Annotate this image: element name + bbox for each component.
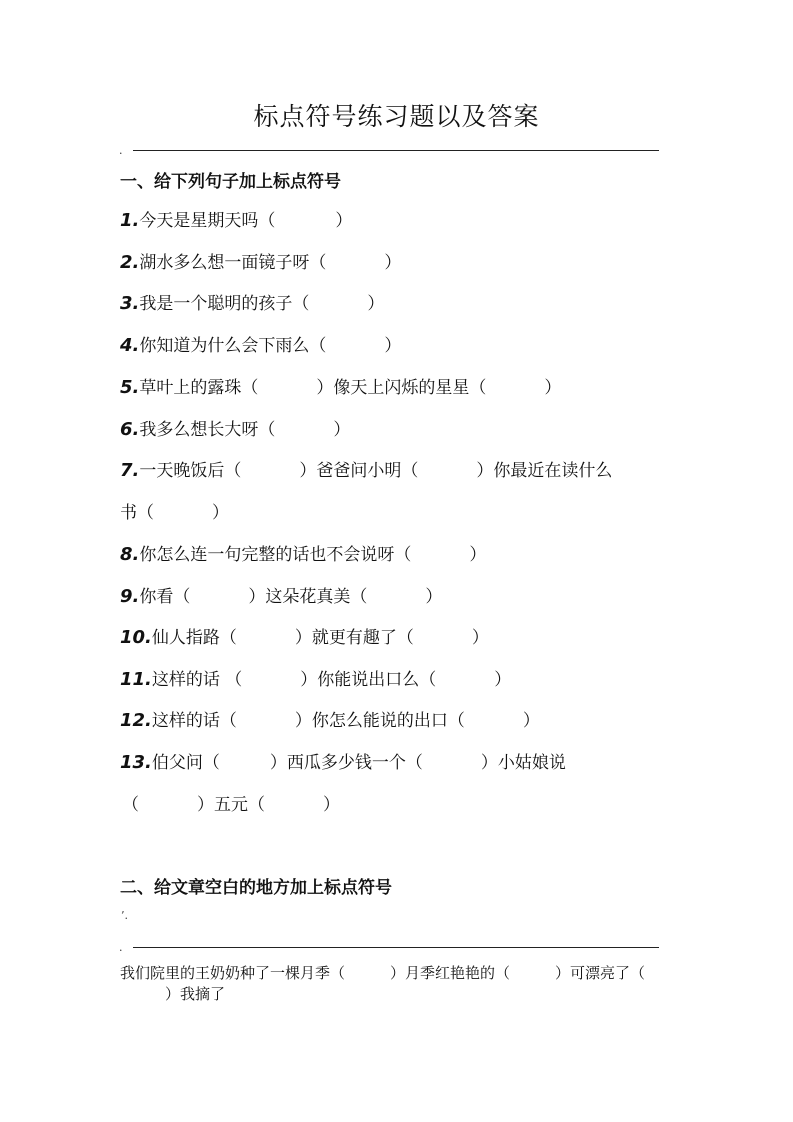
bracket-close: ） <box>323 795 340 815</box>
question-text: 书（ <box>120 503 154 523</box>
question-text: ）这朵花真美（ <box>248 587 368 607</box>
question-text: 伯父问（ <box>151 753 220 773</box>
question-number: 8. <box>120 544 140 565</box>
question-text: ）五元（ <box>197 795 265 815</box>
question-8 <box>120 543 670 567</box>
horizontal-rule <box>133 947 659 948</box>
question-7 <box>120 459 670 483</box>
question-10 <box>120 626 670 650</box>
bracket-close: ） <box>494 670 512 690</box>
question-text: 草叶上的露珠（ <box>139 378 259 398</box>
question-5 <box>120 376 670 400</box>
question-text: 你知道为什么会下雨么（ <box>139 336 327 356</box>
question-11 <box>120 668 670 692</box>
page-title: 标点符号练习题以及答案 <box>253 102 540 131</box>
question-number: 4. <box>120 335 140 356</box>
passage-segment: ）可漂亮了（ <box>555 964 646 982</box>
question-text: 我是一个聪明的孩子（ <box>139 294 310 314</box>
question-number: 10. <box>120 627 152 648</box>
question-3 <box>120 292 670 316</box>
bracket-close: ） <box>333 420 351 440</box>
bracket-close: ） <box>471 628 489 648</box>
question-number: 7. <box>120 460 140 481</box>
question-number: 9. <box>120 586 140 607</box>
question-13-continued <box>122 793 672 817</box>
horizontal-rule <box>133 150 659 151</box>
bracket-close: ） <box>367 294 385 314</box>
question-number: 12. <box>120 710 152 731</box>
question-number: 1. <box>120 210 140 231</box>
question-12 <box>120 709 670 733</box>
question-number: 2. <box>120 252 140 273</box>
bracket-close: ） <box>425 587 443 607</box>
section-1-heading: 一、给下列句子加上标点符号 <box>120 172 341 192</box>
question-text: ）西瓜多少钱一个（ <box>269 753 423 773</box>
bracket-close: ） <box>335 211 353 231</box>
question-text: 一天晚饭后（ <box>139 461 242 481</box>
question-text: 我多么想长大呀（ <box>139 420 276 440</box>
question-text: ）你最近在读什么 <box>476 461 613 481</box>
question-13 <box>120 751 670 775</box>
bracket-close: ） <box>522 711 540 731</box>
question-text: ）你怎么能说的出口（ <box>294 711 465 731</box>
question-number: 5. <box>120 377 140 398</box>
passage-segment: 我们院里的王奶奶种了一棵月季（ <box>120 964 346 982</box>
passage-text <box>120 963 665 1005</box>
question-number: 6. <box>120 419 140 440</box>
question-1 <box>120 209 670 233</box>
question-text: 你怎么连一句完整的话也不会说呀（ <box>139 545 412 565</box>
question-text: 这样的话 （ <box>151 670 243 690</box>
question-text: ）爸爸问小明（ <box>299 461 419 481</box>
question-text: ）就更有趣了（ <box>294 628 414 648</box>
bracket-close: ） <box>384 253 402 273</box>
question-number: 3. <box>120 293 140 314</box>
question-4 <box>120 334 670 358</box>
question-text: 仙人指路（ <box>151 628 237 648</box>
question-text: 湖水多么想一面镜子呀（ <box>139 253 327 273</box>
question-number: 13. <box>120 752 152 773</box>
question-text: ）小姑娘说 <box>480 753 566 773</box>
question-text: ）你能说出口么（ <box>300 670 437 690</box>
question-text: 这样的话（ <box>151 711 237 731</box>
bracket-close: ） <box>469 545 487 565</box>
question-2 <box>120 251 670 275</box>
section-2-heading: 二、给文章空白的地方加上标点符号 <box>120 878 392 898</box>
question-text: 今天是星期天吗（ <box>139 211 276 231</box>
bracket-open: （ <box>122 795 139 815</box>
question-7-continued <box>120 501 670 525</box>
question-6 <box>120 418 670 442</box>
stray-mark: ’. <box>121 909 128 922</box>
question-9 <box>120 585 670 609</box>
stray-mark: . <box>119 941 123 954</box>
question-text: 你看（ <box>139 587 191 607</box>
bracket-close: ） <box>212 503 229 523</box>
stray-mark: . <box>119 144 123 157</box>
passage-segment: ）月季红艳艳的（ <box>390 964 511 982</box>
question-text: ）像天上闪烁的星星（ <box>316 378 487 398</box>
bracket-close: ） <box>384 336 402 356</box>
passage-segment: ）我摘了 <box>165 985 226 1003</box>
question-number: 11. <box>120 669 152 690</box>
bracket-close: ） <box>544 378 562 398</box>
